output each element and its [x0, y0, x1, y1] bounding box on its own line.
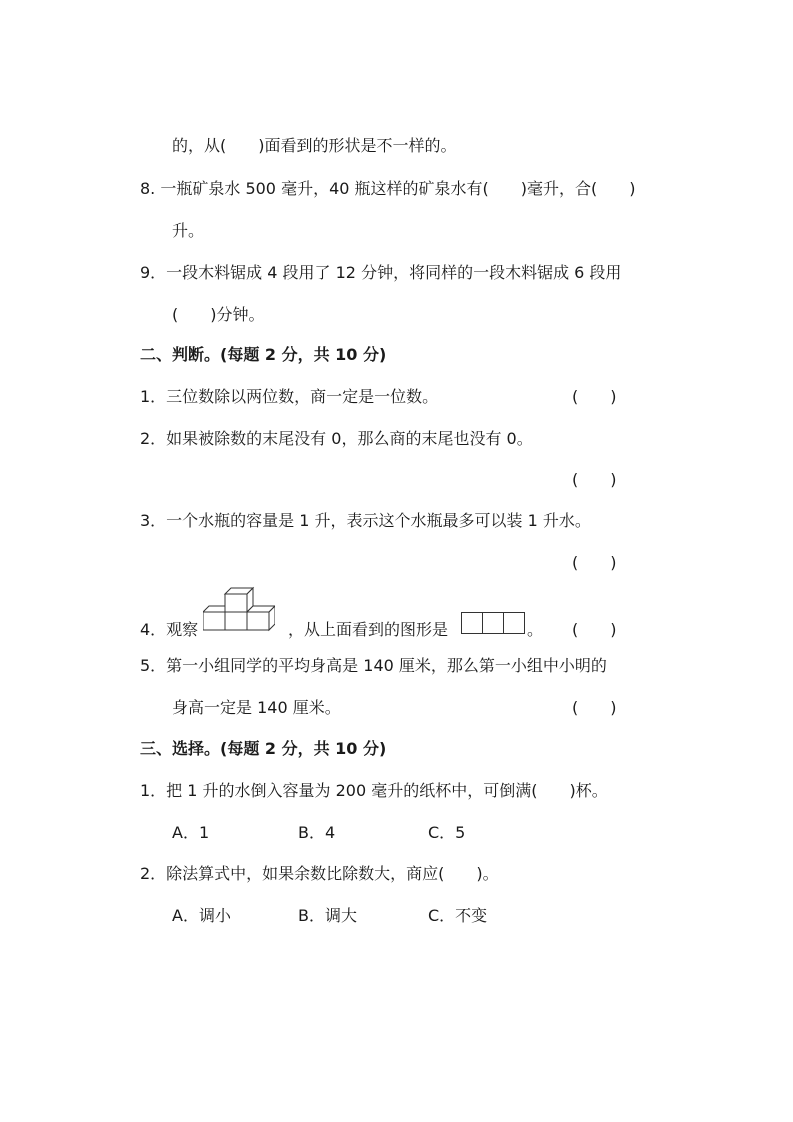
judge-item-3: 3．一个水瓶的容量是 1 升，表示这个水瓶最多可以装 1 升水。: [140, 511, 591, 530]
choice-1-option-a[interactable]: A．1: [172, 823, 210, 842]
section-2-title: 二、判断。(每题 2 分，共 10 分): [140, 345, 387, 364]
question-7-continuation: 的，从( )面看到的形状是不一样的。: [172, 136, 457, 155]
choice-item-1: 1．把 1 升的水倒入容量为 200 毫升的纸杯中，可倒满( )杯。: [140, 781, 608, 800]
question-9: 9．一段木料锯成 4 段用了 12 分钟，将同样的一段木料锯成 6 段用: [140, 263, 622, 282]
cube-stack-figure: [203, 585, 275, 635]
choice-item-2: 2．除法算式中，如果余数比除数大，商应( )。: [140, 864, 499, 883]
question-8: 8. 一瓶矿泉水 500 毫升，40 瓶这样的矿泉水有( )毫升，合( ): [140, 179, 636, 198]
judge-item-5-continuation: 身高一定是 140 厘米。: [172, 698, 341, 717]
choice-1-option-b[interactable]: B．4: [298, 823, 336, 842]
choice-2-option-a[interactable]: A．调小: [172, 906, 231, 925]
judge-item-1: 1．三位数除以两位数，商一定是一位数。: [140, 387, 439, 406]
question-9-continuation: ( )分钟。: [172, 305, 265, 324]
judge-4-answer-paren[interactable]: ( ): [572, 620, 617, 639]
judge-3-answer-paren[interactable]: ( ): [572, 553, 617, 572]
judge-item-4-c: 。: [527, 620, 544, 639]
judge-5-answer-paren[interactable]: ( ): [572, 698, 617, 717]
question-8-continuation: 升。: [172, 221, 205, 240]
judge-item-4-a: 4．观察: [140, 620, 199, 639]
choice-2-option-b[interactable]: B．调大: [298, 906, 357, 925]
judge-item-5: 5．第一小组同学的平均身高是 140 厘米，那么第一小组中小明的: [140, 656, 607, 675]
judge-item-4-b: ，从上面看到的图形是: [288, 620, 449, 639]
choice-1-option-c[interactable]: C．5: [428, 823, 466, 842]
judge-2-answer-paren[interactable]: ( ): [572, 470, 617, 489]
choice-2-option-c[interactable]: C．不变: [428, 906, 488, 925]
top-view-figure: [461, 612, 527, 634]
judge-1-answer-paren[interactable]: ( ): [572, 387, 617, 406]
section-3-title: 三、选择。(每题 2 分，共 10 分): [140, 739, 387, 758]
judge-item-2: 2．如果被除数的末尾没有 0，那么商的末尾也没有 0。: [140, 429, 533, 448]
